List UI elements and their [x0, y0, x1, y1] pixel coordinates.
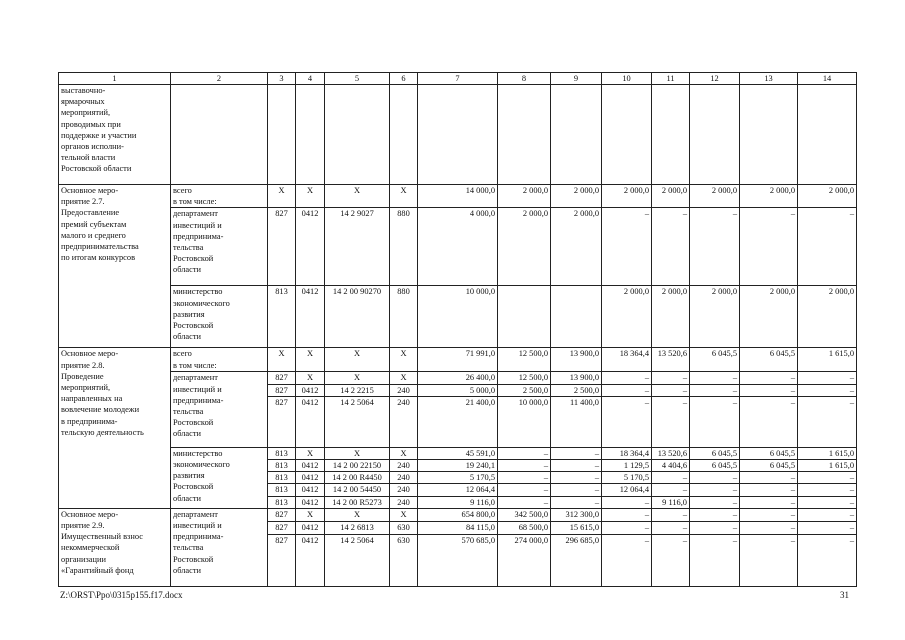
value-cell: – [740, 508, 798, 521]
value-cell: 14 2 00 90270 [325, 286, 390, 348]
value-cell: – [690, 208, 740, 286]
activity-2-7-total-row [59, 185, 857, 208]
activity-name-text: Основное меро- приятие 2.7. Предоставление премий субъектам малого и среднего предпринимательства по итогам конкурсов [61, 186, 139, 263]
value-cell: 12 064,4 [602, 484, 652, 496]
activity-2-7-ministry-row [59, 286, 857, 348]
value-cell: 12 064,4 [418, 484, 498, 496]
activity-2-8-department-row [59, 372, 857, 384]
value-cell [551, 286, 602, 348]
column-header: 14 [798, 73, 857, 85]
activity-name-text: выставочно- ярмарочных мероприятий, проводимых при поддержке и участии органов исполни- тельной власти Ростовской области [61, 86, 137, 174]
value-cell: 2 000,0 [652, 286, 690, 348]
executor-label-text: департамент инвестиций и предпринима- тельства Ростовской области [173, 373, 224, 439]
value-cell: – [652, 208, 690, 286]
value-cell: – [798, 534, 857, 586]
value-cell: 2 000,0 [652, 185, 690, 208]
value-cell: 2 000,0 [798, 185, 857, 208]
activity-name-text: Основное меро- приятие 2.8. Проведение мероприятий, направленных на вовлечение молодежи в предпринима- тельскую деятельность [61, 349, 144, 437]
value-cell: Х [325, 348, 390, 372]
value-cell: – [690, 484, 740, 496]
value-cell: – [652, 472, 690, 484]
value-cell: 0412 [296, 208, 325, 286]
empty-cell [418, 85, 498, 185]
value-cell: – [602, 521, 652, 534]
column-header: 1 [59, 73, 171, 85]
value-cell: 13 520,6 [652, 447, 690, 459]
value-cell: Х [296, 508, 325, 521]
value-cell: – [798, 472, 857, 484]
executor-label [171, 185, 268, 208]
value-cell: 11 400,0 [551, 396, 602, 447]
value-cell: – [652, 534, 690, 586]
empty-cell [740, 85, 798, 185]
value-cell: 0412 [296, 496, 325, 508]
value-cell: 18 364,4 [602, 348, 652, 372]
value-cell: 813 [268, 484, 296, 496]
value-cell: 827 [268, 372, 296, 384]
value-cell: 827 [268, 208, 296, 286]
value-cell: 342 500,0 [498, 508, 551, 521]
value-cell: 15 615,0 [551, 521, 602, 534]
value-cell: – [798, 521, 857, 534]
executor-label [171, 372, 268, 447]
executor-label [171, 348, 268, 372]
value-cell: 13 900,0 [551, 348, 602, 372]
value-cell: 570 685,0 [418, 534, 498, 586]
empty-cell [602, 85, 652, 185]
executor-label-text: департамент инвестиций и предпринима- тельства Ростовской области [173, 509, 224, 575]
column-header: 6 [390, 73, 418, 85]
value-cell: – [551, 460, 602, 472]
value-cell: 0412 [296, 396, 325, 447]
value-cell: 240 [390, 384, 418, 396]
value-cell [498, 286, 551, 348]
value-cell: 630 [390, 534, 418, 586]
budget-table [58, 72, 857, 587]
footer-file-path: Z:\ORST\Ppo\0315p155.f17.docx [60, 590, 183, 600]
value-cell: 13 520,6 [652, 348, 690, 372]
value-cell: – [498, 460, 551, 472]
empty-cell [296, 85, 325, 185]
value-cell: – [498, 496, 551, 508]
value-cell: – [652, 521, 690, 534]
value-cell: 630 [390, 521, 418, 534]
value-cell: 2 000,0 [798, 286, 857, 348]
value-cell: 26 400,0 [418, 372, 498, 384]
value-cell: 9 116,0 [418, 496, 498, 508]
value-cell: 14 2 00 R4450 [325, 472, 390, 484]
value-cell: – [690, 396, 740, 447]
value-cell: 880 [390, 208, 418, 286]
value-cell: – [798, 384, 857, 396]
value-cell: 0412 [296, 534, 325, 586]
value-cell: 0412 [296, 521, 325, 534]
column-header: 9 [551, 73, 602, 85]
empty-cell [690, 85, 740, 185]
executor-label-text: департамент инвестиций и предпринима- тельства Ростовской области [173, 209, 224, 275]
page-number: 31 [840, 590, 849, 600]
value-cell: 5 170,5 [602, 472, 652, 484]
value-cell: 14 2 9027 [325, 208, 390, 286]
value-cell: 1 615,0 [798, 447, 857, 459]
value-cell: 240 [390, 472, 418, 484]
value-cell: Х [390, 185, 418, 208]
executor-label-text: всего в том числе: [173, 349, 217, 370]
value-cell: 274 000,0 [498, 534, 551, 586]
value-cell: – [602, 508, 652, 521]
empty-cell [325, 85, 390, 185]
value-cell: 813 [268, 447, 296, 459]
value-cell: 12 500,0 [498, 372, 551, 384]
value-cell: 2 000,0 [740, 185, 798, 208]
value-cell: – [690, 384, 740, 396]
value-cell: 14 2 6813 [325, 521, 390, 534]
value-cell: – [551, 496, 602, 508]
empty-cell [652, 85, 690, 185]
value-cell: Х [296, 185, 325, 208]
value-cell: 6 045,5 [740, 447, 798, 459]
value-cell: 10 000,0 [418, 286, 498, 348]
value-cell: – [551, 484, 602, 496]
value-cell: – [498, 447, 551, 459]
value-cell: 0412 [296, 472, 325, 484]
value-cell: Х [296, 372, 325, 384]
value-cell: Х [296, 348, 325, 372]
activity-2-8-total-row [59, 348, 857, 372]
value-cell: 827 [268, 534, 296, 586]
value-cell: – [798, 208, 857, 286]
value-cell: – [690, 534, 740, 586]
value-cell: 19 240,1 [418, 460, 498, 472]
executor-label [171, 208, 268, 286]
value-cell: – [740, 384, 798, 396]
value-cell: 14 2 2215 [325, 384, 390, 396]
value-cell: – [602, 384, 652, 396]
value-cell: – [602, 496, 652, 508]
empty-cell [798, 85, 857, 185]
value-cell: 0412 [296, 286, 325, 348]
activity-2-9-row [59, 508, 857, 521]
value-cell: 84 115,0 [418, 521, 498, 534]
value-cell: 1 129,5 [602, 460, 652, 472]
value-cell: Х [325, 447, 390, 459]
value-cell: Х [268, 185, 296, 208]
activity-2-8-ministry-row [59, 447, 857, 459]
value-cell: Х [296, 447, 325, 459]
value-cell: – [740, 496, 798, 508]
value-cell: – [740, 208, 798, 286]
value-cell: – [690, 372, 740, 384]
value-cell: – [690, 472, 740, 484]
column-header: 5 [325, 73, 390, 85]
empty-cell [498, 85, 551, 185]
value-cell: 14 2 00 54450 [325, 484, 390, 496]
value-cell: – [652, 396, 690, 447]
value-cell: 21 400,0 [418, 396, 498, 447]
value-cell: 240 [390, 396, 418, 447]
value-cell: – [551, 472, 602, 484]
value-cell: 827 [268, 384, 296, 396]
value-cell: 2 000,0 [551, 208, 602, 286]
column-header: 12 [690, 73, 740, 85]
value-cell: 240 [390, 496, 418, 508]
column-header: 8 [498, 73, 551, 85]
activity-name [59, 85, 171, 185]
value-cell: 2 000,0 [498, 208, 551, 286]
column-header: 13 [740, 73, 798, 85]
value-cell: – [690, 496, 740, 508]
value-cell: 68 500,0 [498, 521, 551, 534]
value-cell: – [602, 372, 652, 384]
empty-cell [551, 85, 602, 185]
value-cell: 6 045,5 [690, 447, 740, 459]
value-cell: 14 2 00 R5273 [325, 496, 390, 508]
value-cell: – [798, 396, 857, 447]
value-cell: – [798, 496, 857, 508]
value-cell: 2 000,0 [551, 185, 602, 208]
value-cell: – [652, 484, 690, 496]
value-cell: 2 500,0 [551, 384, 602, 396]
value-cell: Х [325, 185, 390, 208]
value-cell: – [602, 534, 652, 586]
value-cell: Х [390, 447, 418, 459]
value-cell: 654 800,0 [418, 508, 498, 521]
column-header: 7 [418, 73, 498, 85]
executor-label-text: министерство экономического развития Ростовской области [173, 448, 230, 503]
value-cell: 12 500,0 [498, 348, 551, 372]
value-cell: – [551, 447, 602, 459]
value-cell: 13 900,0 [551, 372, 602, 384]
value-cell: 2 000,0 [602, 286, 652, 348]
value-cell: Х [390, 508, 418, 521]
column-header: 10 [602, 73, 652, 85]
value-cell: 813 [268, 472, 296, 484]
value-cell: 14 2 00 22150 [325, 460, 390, 472]
activity-2-7-department-row [59, 208, 857, 286]
value-cell: 2 000,0 [690, 185, 740, 208]
value-cell: 240 [390, 484, 418, 496]
value-cell: – [690, 508, 740, 521]
executor-label [171, 508, 268, 586]
value-cell: Х [390, 348, 418, 372]
value-cell: 6 045,5 [690, 460, 740, 472]
value-cell: – [740, 372, 798, 384]
value-cell: 0412 [296, 484, 325, 496]
value-cell: 45 591,0 [418, 447, 498, 459]
value-cell: – [498, 484, 551, 496]
value-cell: – [798, 372, 857, 384]
column-header: 2 [171, 73, 268, 85]
activity-name [59, 185, 171, 348]
value-cell: 6 045,5 [740, 460, 798, 472]
value-cell: Х [325, 508, 390, 521]
value-cell: – [498, 472, 551, 484]
header-row [59, 73, 857, 85]
value-cell: 9 116,0 [652, 496, 690, 508]
value-cell: 296 685,0 [551, 534, 602, 586]
value-cell: 2 000,0 [690, 286, 740, 348]
value-cell: 10 000,0 [498, 396, 551, 447]
executor-label [171, 286, 268, 348]
value-cell: 2 000,0 [498, 185, 551, 208]
value-cell: 2 500,0 [498, 384, 551, 396]
value-cell: 240 [390, 460, 418, 472]
value-cell: – [740, 396, 798, 447]
column-header: 11 [652, 73, 690, 85]
executor-label-text: министерство экономического развития Ростовской области [173, 287, 230, 342]
value-cell: 827 [268, 396, 296, 447]
column-header: 3 [268, 73, 296, 85]
value-cell: 5 000,0 [418, 384, 498, 396]
value-cell: 880 [390, 286, 418, 348]
executor-label [171, 447, 268, 508]
value-cell: 0412 [296, 384, 325, 396]
value-cell: 827 [268, 521, 296, 534]
value-cell: – [602, 208, 652, 286]
value-cell: 4 000,0 [418, 208, 498, 286]
value-cell: 71 991,0 [418, 348, 498, 372]
activity-name [59, 508, 171, 586]
value-cell: Х [325, 372, 390, 384]
value-cell: – [740, 521, 798, 534]
empty-cell [171, 85, 268, 185]
empty-cell [390, 85, 418, 185]
value-cell: 1 615,0 [798, 460, 857, 472]
value-cell: 6 045,5 [740, 348, 798, 372]
value-cell: 4 404,6 [652, 460, 690, 472]
continuation-row [59, 85, 857, 185]
value-cell: – [652, 508, 690, 521]
value-cell: – [740, 534, 798, 586]
value-cell: 6 045,5 [690, 348, 740, 372]
value-cell: Х [390, 372, 418, 384]
value-cell: 813 [268, 496, 296, 508]
value-cell: 827 [268, 508, 296, 521]
value-cell: 2 000,0 [602, 185, 652, 208]
empty-cell [268, 85, 296, 185]
value-cell: Х [268, 348, 296, 372]
value-cell: 5 170,5 [418, 472, 498, 484]
value-cell: 312 300,0 [551, 508, 602, 521]
value-cell: 2 000,0 [740, 286, 798, 348]
value-cell: – [652, 384, 690, 396]
value-cell: – [740, 484, 798, 496]
value-cell: 0412 [296, 460, 325, 472]
value-cell: 813 [268, 460, 296, 472]
activity-name [59, 348, 171, 508]
value-cell: 18 364,4 [602, 447, 652, 459]
column-header: 4 [296, 73, 325, 85]
value-cell: 1 615,0 [798, 348, 857, 372]
value-cell: – [740, 472, 798, 484]
value-cell: 14 2 5064 [325, 396, 390, 447]
value-cell: 14 000,0 [418, 185, 498, 208]
value-cell: – [798, 484, 857, 496]
value-cell: – [690, 521, 740, 534]
activity-name-text: Основное меро- приятие 2.9. Имущественный взнос некоммерческой организации «Гарантийный фонд [61, 509, 143, 575]
executor-label-text: всего в том числе: [173, 186, 217, 207]
value-cell: 14 2 5064 [325, 534, 390, 586]
value-cell: – [602, 396, 652, 447]
value-cell: – [652, 372, 690, 384]
value-cell: – [798, 508, 857, 521]
value-cell: 813 [268, 286, 296, 348]
